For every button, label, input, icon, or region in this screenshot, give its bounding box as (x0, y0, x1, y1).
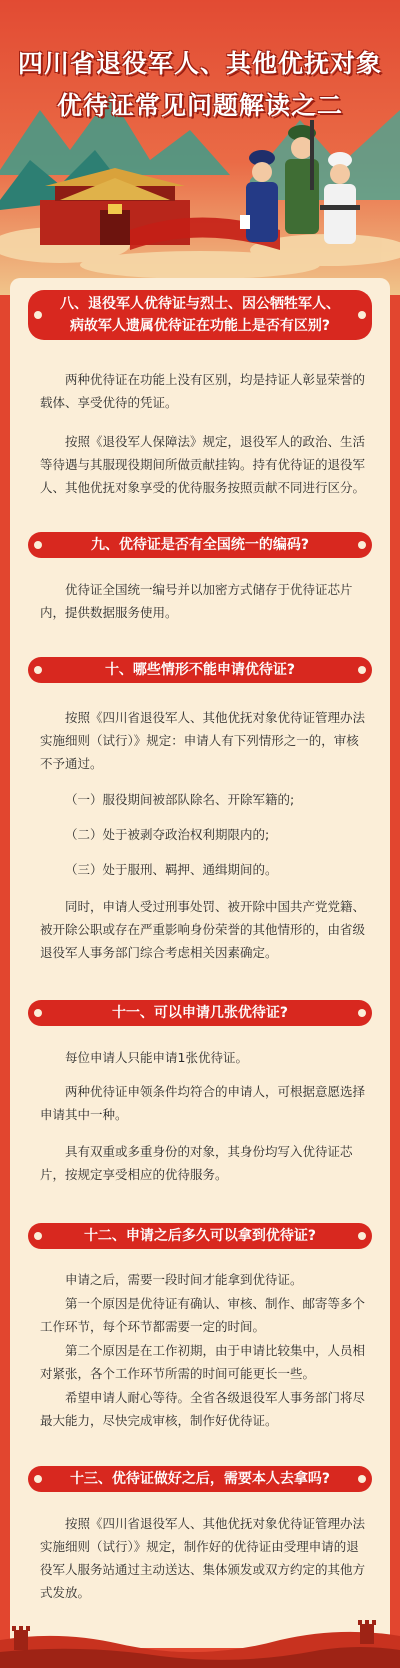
answer-10-item-3: （三）处于服刑、羁押、通缉期间的。 (65, 862, 278, 877)
question-8-line-1: 八、退役军人优待证与烈士、因公牺牲军人、 (60, 296, 340, 312)
page-title-line-1: 四川省退役军人、其他优抚对象 (17, 49, 382, 78)
answer-10-para-1: 按照《四川省退役军人、其他优抚对象优待证管理办法实施细则（试行）》规定：申请人有下列情形之一的，审核不予通过。 (40, 710, 366, 771)
question-13: 十三、优待证做好之后，需要本人去拿吗? (69, 1471, 331, 1487)
question-bar-8 (28, 290, 372, 340)
answer-12-para-2: 第一个原因是优待证有确认、审核、制作、邮寄等多个工作环节，每个环节都需要一定的时间。 (40, 1296, 366, 1334)
answer-12-para-3: 第二个原因是在工作初期，由于申请比较集中，人员相对紧张，各个工作环节所需的时间可能更长一些。 (40, 1343, 366, 1381)
soldier-figures-icon (240, 120, 360, 244)
answer-11-para-2: 两种优待证申领条件均符合的申请人，可根据意愿选择申请其中一种。 (40, 1084, 366, 1122)
question-8-line-2: 病故军人遗属优待证在功能上是否有区别? (69, 318, 331, 334)
page-title-line-2: 优待证常见问题解读之二 (56, 91, 343, 120)
question-bar-13 (28, 1466, 372, 1492)
answer-11-para-3: 具有双重或多重身份的对象，其身份均写入优待证芯片，按规定享受相应的优待服务。 (40, 1144, 353, 1182)
answer-10-para-2: 同时，申请人受过刑事处罚、被开除中国共产党党籍、被开除公职或存在严重影响身份荣誉的其他情形的，由省级退役军人事务部门综合考虑相关因素确定。 (40, 899, 366, 960)
question-12: 十二、申请之后多久可以拿到优待证? (83, 1228, 317, 1244)
answer-11-para-1: 每位申请人只能申请1张优待证。 (65, 1050, 248, 1065)
question-bar-11 (28, 1000, 372, 1026)
question-bar-12 (28, 1223, 372, 1249)
answer-12-para-4: 希望申请人耐心等待。全省各级退役军人事务部门将尽最大能力，尽快完成审核，制作好优待证。 (40, 1390, 366, 1428)
answer-10-item-1: （一）服役期间被部队除名、开除军籍的; (65, 792, 295, 807)
question-11: 十一、可以申请几张优待证? (111, 1005, 289, 1021)
answer-8-para-1: 两种优待证在功能上没有区别，均是持证人彰显荣誉的载体、享受优待的凭证。 (40, 372, 366, 410)
answer-10-item-2: （二）处于被剥夺政治权利期限内的; (65, 827, 270, 842)
question-10: 十、哪些情形不能申请优待证? (104, 662, 296, 678)
answer-8-para-2: 按照《退役军人保障法》规定，退役军人的政治、生活等待遇与其服现役期间所做贡献挂钩。持有优待证的退役军人、其他优抚对象享受的优待服务按照贡献不同进行区分。 (40, 434, 366, 495)
question-bar-9 (28, 532, 372, 558)
answer-13-para-1: 按照《四川省退役军人、其他优抚对象优待证管理办法实施细则（试行）》规定，制作好的优待证由受理申请的退役军人服务站通过主动送达、集体颁发或双方约定的其他方式发放。 (40, 1516, 366, 1600)
answer-12-para-1: 申请之后，需要一段时间才能拿到优待证。 (65, 1272, 303, 1287)
question-9: 九、优待证是否有全国统一的编码? (90, 537, 310, 553)
hero-banner (0, 0, 400, 295)
great-wall-icon (0, 1610, 400, 1668)
question-bar-10 (28, 657, 372, 683)
answer-9-para-1: 优待证全国统一编号并以加密方式储存于优待证芯片内，提供数据服务使用。 (40, 582, 353, 620)
